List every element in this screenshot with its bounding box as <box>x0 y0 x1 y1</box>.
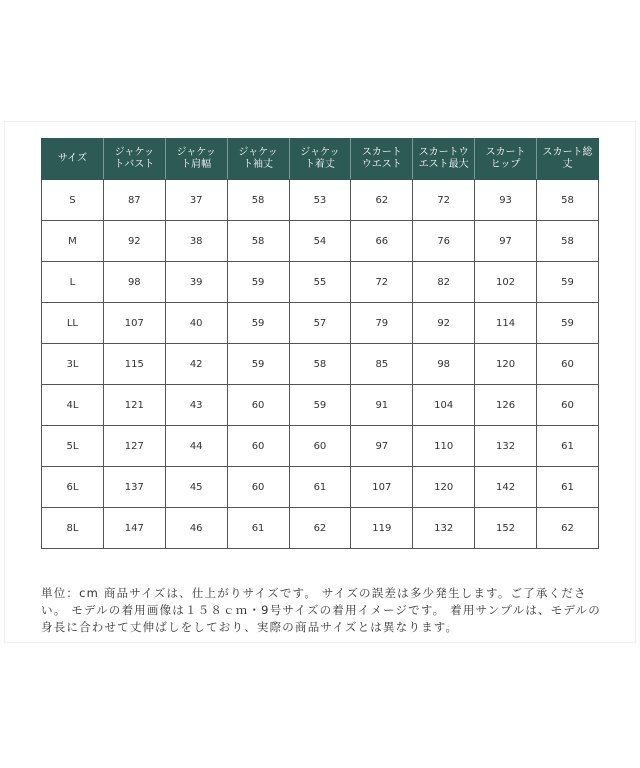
measurement-cell: 132 <box>475 426 537 467</box>
measurement-cell: 58 <box>227 221 289 262</box>
size-label-cell: M <box>42 221 104 262</box>
size-label-cell: 3L <box>42 344 104 385</box>
measurement-cell: 60 <box>227 426 289 467</box>
measurement-cell: 79 <box>351 303 413 344</box>
measurement-cell: 59 <box>289 385 351 426</box>
measurement-cell: 59 <box>537 303 599 344</box>
measurement-cell: 60 <box>537 385 599 426</box>
size-label-cell: 6L <box>42 467 104 508</box>
measurement-cell: 46 <box>165 508 227 549</box>
measurement-cell: 60 <box>227 385 289 426</box>
measurement-cell: 132 <box>413 508 475 549</box>
measurement-cell: 45 <box>165 467 227 508</box>
size-note: 単位：cm 商品サイズは、仕上がりサイズです。 サイズの誤差は多少発生します。ご了承ください。 モデルの着用画像は１５８ｃｍ・9号サイズの着用イメージです。 着用サンプルは、モデルの身長に合わせて丈伸ばしをしており、実際の商品サイズとは異なります。 <box>41 586 601 634</box>
measurement-cell: 53 <box>289 180 351 221</box>
measurement-cell: 104 <box>413 385 475 426</box>
measurement-cell: 152 <box>475 508 537 549</box>
column-header: スカート総丈 <box>537 139 599 180</box>
column-header: サイズ <box>42 139 104 180</box>
table-row <box>42 262 599 303</box>
measurement-cell: 97 <box>475 221 537 262</box>
measurement-cell: 61 <box>537 467 599 508</box>
measurement-cell: 60 <box>537 344 599 385</box>
measurement-cell: 98 <box>103 262 165 303</box>
measurement-cell: 110 <box>413 426 475 467</box>
size-label-cell: LL <box>42 303 104 344</box>
measurement-cell: 62 <box>351 180 413 221</box>
measurement-cell: 93 <box>475 180 537 221</box>
measurement-cell: 107 <box>351 467 413 508</box>
measurement-cell: 58 <box>537 180 599 221</box>
column-header: ジャケッ ト袖丈 <box>227 139 289 180</box>
table-body <box>42 180 599 549</box>
measurement-cell: 120 <box>475 344 537 385</box>
column-header: ジャケッ トバスト <box>103 139 165 180</box>
size-label-cell: 4L <box>42 385 104 426</box>
measurement-cell: 142 <box>475 467 537 508</box>
measurement-cell: 55 <box>289 262 351 303</box>
column-header: ジャケッ ト着丈 <box>289 139 351 180</box>
measurement-cell: 76 <box>413 221 475 262</box>
measurement-cell: 58 <box>227 180 289 221</box>
measurement-cell: 59 <box>537 262 599 303</box>
measurement-cell: 61 <box>227 508 289 549</box>
measurement-cell: 39 <box>165 262 227 303</box>
measurement-cell: 115 <box>103 344 165 385</box>
measurement-cell: 91 <box>351 385 413 426</box>
measurement-cell: 72 <box>413 180 475 221</box>
measurement-cell: 57 <box>289 303 351 344</box>
table-row <box>42 344 599 385</box>
size-label-cell: 8L <box>42 508 104 549</box>
measurement-cell: 72 <box>351 262 413 303</box>
measurement-cell: 102 <box>475 262 537 303</box>
measurement-cell: 59 <box>227 262 289 303</box>
table-row <box>42 467 599 508</box>
size-table <box>41 138 599 549</box>
column-header: スカート ヒップ <box>475 139 537 180</box>
table-header-row <box>42 139 599 180</box>
measurement-cell: 85 <box>351 344 413 385</box>
measurement-cell: 59 <box>227 303 289 344</box>
measurement-cell: 58 <box>537 221 599 262</box>
measurement-cell: 121 <box>103 385 165 426</box>
measurement-cell: 147 <box>103 508 165 549</box>
measurement-cell: 87 <box>103 180 165 221</box>
measurement-cell: 98 <box>413 344 475 385</box>
table-row <box>42 221 599 262</box>
measurement-cell: 43 <box>165 385 227 426</box>
measurement-cell: 54 <box>289 221 351 262</box>
column-header: スカート ウエスト <box>351 139 413 180</box>
table-row <box>42 180 599 221</box>
measurement-cell: 40 <box>165 303 227 344</box>
size-label-cell: 5L <box>42 426 104 467</box>
measurement-cell: 42 <box>165 344 227 385</box>
measurement-cell: 92 <box>103 221 165 262</box>
measurement-cell: 120 <box>413 467 475 508</box>
measurement-cell: 62 <box>537 508 599 549</box>
measurement-cell: 44 <box>165 426 227 467</box>
measurement-cell: 66 <box>351 221 413 262</box>
column-header: スカートウ エスト最大 <box>413 139 475 180</box>
measurement-cell: 61 <box>537 426 599 467</box>
measurement-cell: 82 <box>413 262 475 303</box>
size-label-cell: S <box>42 180 104 221</box>
measurement-cell: 107 <box>103 303 165 344</box>
measurement-cell: 97 <box>351 426 413 467</box>
table-row <box>42 508 599 549</box>
measurement-cell: 60 <box>227 467 289 508</box>
measurement-cell: 61 <box>289 467 351 508</box>
size-label-cell: L <box>42 262 104 303</box>
table-row <box>42 426 599 467</box>
measurement-cell: 37 <box>165 180 227 221</box>
measurement-cell: 114 <box>475 303 537 344</box>
column-header: ジャケッ ト肩幅 <box>165 139 227 180</box>
measurement-cell: 60 <box>289 426 351 467</box>
measurement-cell: 38 <box>165 221 227 262</box>
measurement-cell: 59 <box>227 344 289 385</box>
table-row <box>42 303 599 344</box>
measurement-cell: 62 <box>289 508 351 549</box>
measurement-cell: 126 <box>475 385 537 426</box>
measurement-cell: 92 <box>413 303 475 344</box>
measurement-cell: 137 <box>103 467 165 508</box>
measurement-cell: 127 <box>103 426 165 467</box>
measurement-cell: 58 <box>289 344 351 385</box>
measurement-cell: 119 <box>351 508 413 549</box>
table-row <box>42 385 599 426</box>
